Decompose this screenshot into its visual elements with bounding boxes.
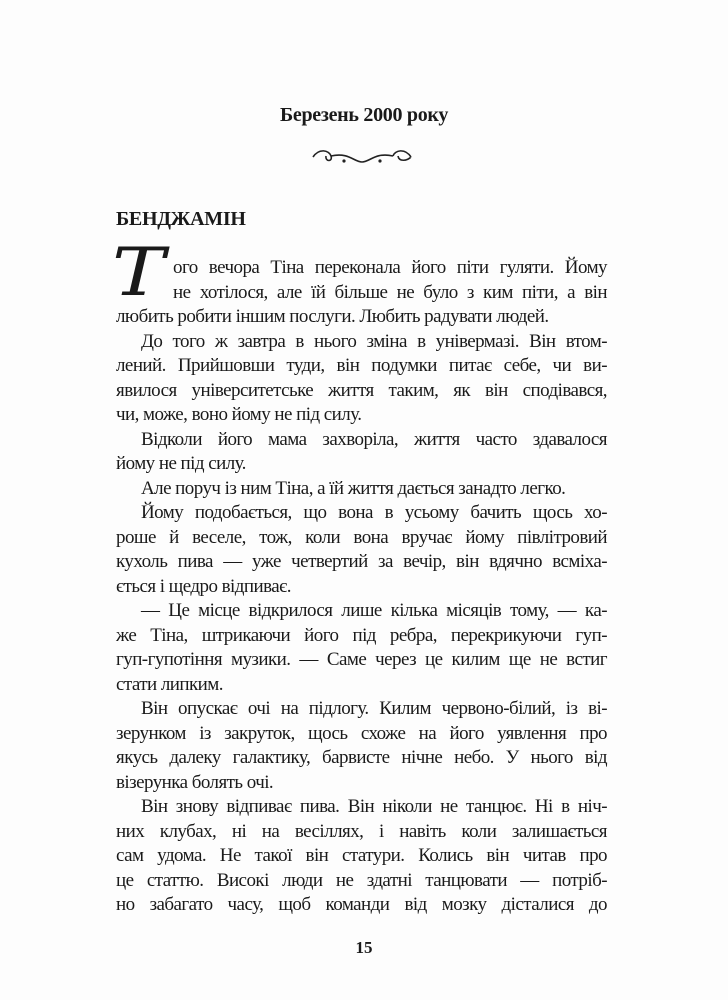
text-line: — Це місце відкрилося лише кілька місяців тому, — ка- bbox=[141, 600, 607, 621]
text-line: якусь далеку галактику, барвисте нічне небо. У нього від bbox=[116, 747, 607, 768]
text-line: кухоль пива — уже четвертий за вечір, він вдячно всміха- bbox=[116, 551, 607, 572]
text-line: йому не під силу. bbox=[116, 453, 246, 474]
text-line: це статтю. Високі люди не здатні танцювати — потріб- bbox=[116, 869, 607, 891]
ornament-divider-icon bbox=[309, 144, 415, 166]
body-text bbox=[116, 256, 607, 918]
text-line: Він знову відпиває пива. Він ніколи не танцює. Ні в ніч- bbox=[141, 796, 607, 817]
text-line: ється і щедро відпиває. bbox=[116, 575, 291, 597]
text-line: Відколи його мама захворіла, життя часто здавалося bbox=[141, 428, 607, 450]
text-line: но забагато часу, щоб команди від мозку дісталися до bbox=[116, 894, 607, 915]
text-line: ого вечора Тіна переконала його піти гуляти. Йому bbox=[173, 257, 607, 278]
text-line: не хотілося, але їй більше не було з ким піти, а він bbox=[173, 281, 607, 303]
chapter-title: БЕНДЖАМІН bbox=[116, 208, 246, 230]
text-line: явилося університетське життя таким, як він сподівався, bbox=[116, 379, 607, 401]
text-line: любить робити іншим послуги. Любить радувати людей. bbox=[116, 306, 549, 327]
text-line: Він опускає очі на підлогу. Килим червоно-білий, із ві- bbox=[141, 698, 607, 719]
text-line: візерунка болять очі. bbox=[116, 771, 274, 793]
text-line: них клубах, ні на весіллях, і навіть коли залишається bbox=[116, 820, 607, 842]
text-line: зерунком із закруток, щось схоже на його уявлення про bbox=[116, 722, 607, 744]
text-line: лений. Прийшовши туди, він подумки питає себе, чи ви- bbox=[116, 355, 607, 376]
text-line: Але поруч із ним Тіна, а їй життя дається занадто легко. bbox=[141, 477, 566, 499]
text-line: чи, може, воно йому не під силу. bbox=[116, 404, 362, 425]
text-line: Йому подобається, що вона в усьому бачить щось хо- bbox=[141, 502, 607, 523]
text-line: До того ж завтра в нього зміна в універмазі. Він втом- bbox=[141, 330, 607, 352]
text-line: роше й веселе, тож, коли вона вручає йому півлітровий bbox=[116, 526, 607, 548]
text-line: же Тіна, штрикаючи його під ребра, перекрикуючи гуп- bbox=[116, 624, 607, 646]
text-line: гуп-гупотіння музики. — Саме через це килим ще не встиг bbox=[116, 649, 607, 670]
page-number: 15 bbox=[355, 938, 373, 957]
text-line: сам удома. Не такої він статури. Колись він читав про bbox=[116, 845, 607, 866]
section-heading: Березень 2000 року bbox=[279, 104, 449, 126]
text-line: стати липким. bbox=[116, 673, 223, 695]
drop-cap: Т bbox=[112, 234, 165, 311]
